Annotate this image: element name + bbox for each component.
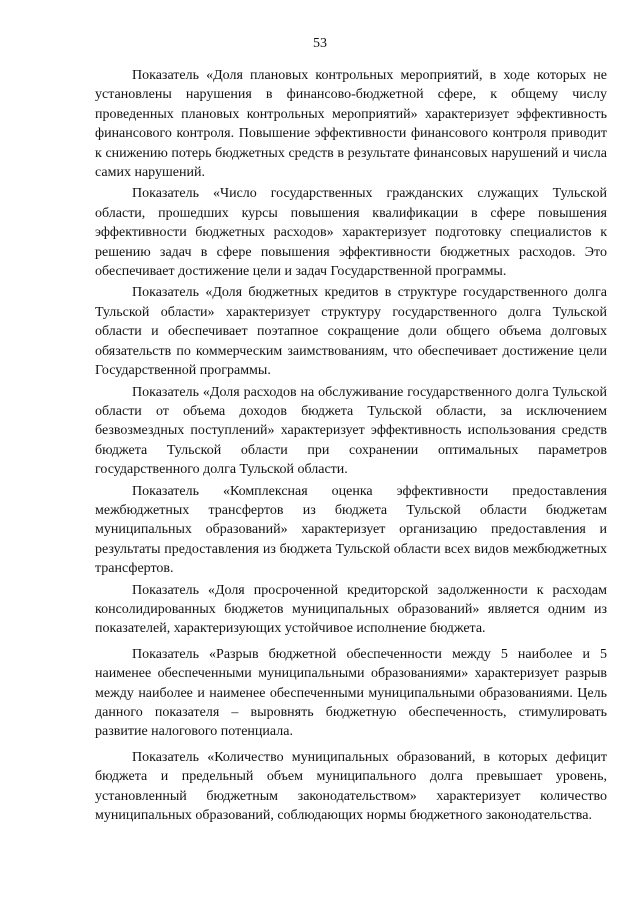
paragraph-planned-control-events: Показатель «Доля плановых контрольных мероприятий, в ходе которых не установлены нарушения в финансово-бюджетной сфере, к общему числу проведенных плановых контрольных мероприятий» характеризует эффективность финансового контроля. Повышение эффективности финансового контроля приводит к снижению потерь бюджетных средств в результате финансовых нарушений и числа самих нарушений. bbox=[95, 68, 607, 181]
paragraph-municipal-deficit-count: Показатель «Количество муниципальных образований, в которых дефицит бюджета и предельный объем муниципального долга превышает уровень, установленный бюджетным законодательством» характеризует количество муниципальных образований, соблюдающих нормы бюджетного законодательства. bbox=[95, 749, 607, 824]
paragraph-civil-servants-training: Показатель «Число государственных гражданских служащих Тульской области, прошедших курсы повышения квалификации в сфере повышения эффективности бюджетных расходов» характеризует подготовку специалистов к решению задач в сфере повышения эффективности бюджетных расходов. Это обеспечивает достижение цели и задач Государственной программы. bbox=[95, 186, 607, 280]
paragraph-overdue-payables-share: Показатель «Доля просроченной кредиторской задолженности к расходам консолидированных бюджетов муниципальных образований» является одним из показателей, характеризующих устойчивое исполнение бюджета. bbox=[95, 582, 607, 637]
paragraph-budget-provision-gap: Показатель «Разрыв бюджетной обеспеченности между 5 наиболее и 5 наименее обеспеченными муниципальными образованиями» характеризует разрыв между наиболее и наименее обеспеченными муниципальными образованиями. Цель данного показателя – выровнять бюджетную обеспеченность, стимулировать развитие налогового потенциала. bbox=[95, 646, 607, 740]
body-text bbox=[95, 66, 607, 827]
paragraph-interbudget-transfers-assessment: Показатель «Комплексная оценка эффективности предоставления межбюджетных трансфертов из бюджета Тульской области бюджетам муниципальных образований» характеризует организацию предоставления и результаты предоставления из бюджета Тульской области всех видов межбюджетных трансфертов. bbox=[95, 483, 607, 577]
page-number: 53 bbox=[313, 36, 327, 51]
paragraph-debt-service-expenses: Показатель «Доля расходов на обслуживание государственного долга Тульской области от объема доходов бюджета Тульской области, за исключением безвозмездных поступлений» характеризует эффективность использования средств бюджета Тульской области при сохранении оптимальных параметров государственного долга Тульской области. bbox=[95, 384, 607, 478]
paragraph-budget-credits-share: Показатель «Доля бюджетных кредитов в структуре государственного долга Тульской области» характеризует структуру государственного долга Тульской области и обеспечивает поэтапное сокращение доли общего объема долговых обязательств по коммерческим заимствованиям, что обеспечивает достижение цели Государственной программы. bbox=[95, 285, 607, 379]
